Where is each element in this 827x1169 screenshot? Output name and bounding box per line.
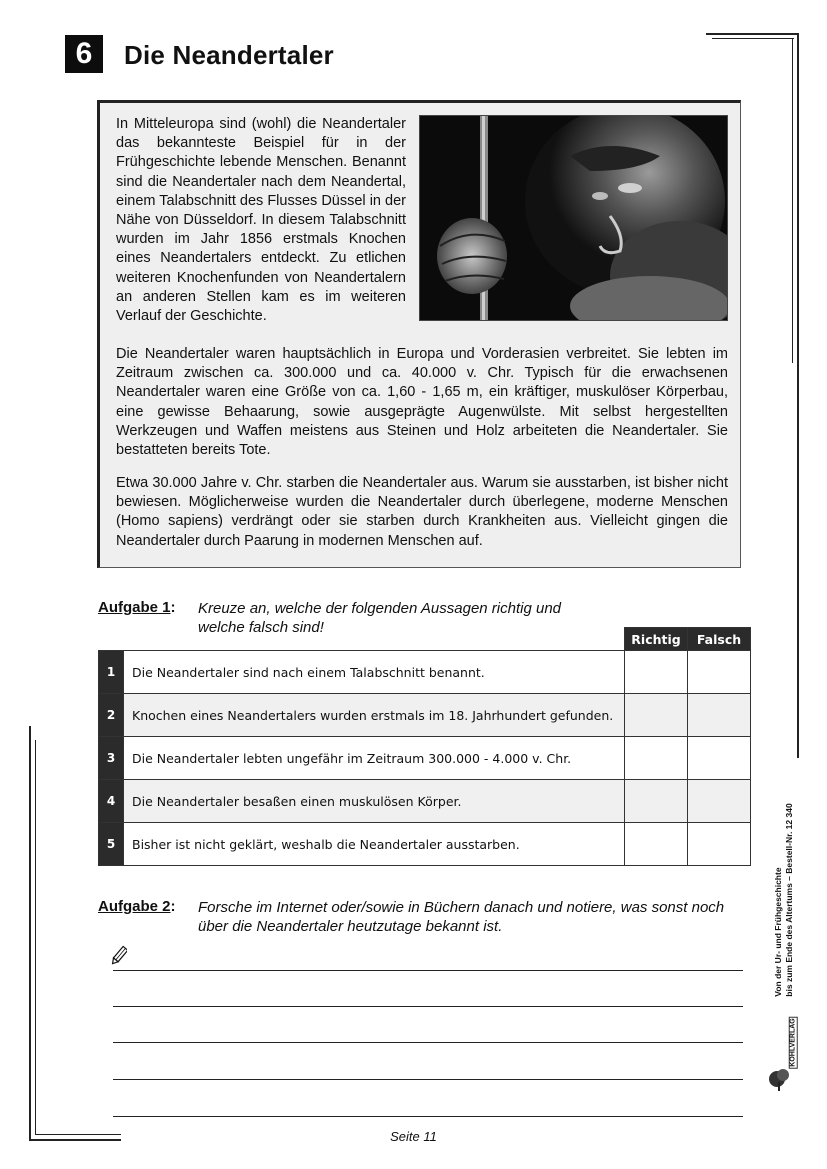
statement-text: Knochen eines Neandertalers wurden erstmals im 18. Jahrhundert gefunden. [124,694,625,737]
publisher-logo [767,1066,793,1092]
frame-line [706,33,798,35]
table-row [99,694,751,737]
frame-line [712,38,794,39]
table-row [99,780,751,823]
checkbox-richtig[interactable] [625,780,688,823]
row-number: 1 [99,651,124,694]
task2-colon: : [170,898,176,915]
answer-line[interactable] [113,970,743,971]
frame-line [35,740,36,1135]
answer-line[interactable] [113,1116,743,1117]
row-number: 2 [99,694,124,737]
checkbox-richtig[interactable] [625,651,688,694]
frame-line [792,38,793,363]
pencil-icon [111,945,127,967]
chapter-number: 6 [65,35,103,73]
statement-text: Die Neandertaler lebten ungefähr im Zeitraum 300.000 - 4.000 v. Chr. [124,737,625,780]
row-number: 4 [99,780,124,823]
checkbox-falsch[interactable] [688,823,751,866]
frame-line [29,726,31,1140]
checkbox-richtig[interactable] [625,823,688,866]
intro-paragraph-3: Etwa 30.000 Jahre v. Chr. starben die Neandertaler aus. Warum sie ausstarben, ist bisher nicht bewiesen. Möglicherweise wurden die Neandertaler durch überlegene, moderne Menschen (Homo sapiens) verdrängt oder sie starben durch Krankheiten aus. Vielleicht gingen die Neandertaler durch Paarung in modernen Menschen auf. [116,475,728,549]
checkbox-falsch[interactable] [688,737,751,780]
statement-text: Bisher ist nicht geklärt, weshalb die Neandertaler ausstarben. [124,823,625,866]
answer-line[interactable] [113,1042,743,1043]
intro-paragraph-2: Die Neandertaler waren hauptsächlich in Europa und Vorderasien verbreitet. Sie lebten im Zeitraum zwischen ca. 300.000 und ca. 40.000 v. Chr. Typisch für die erwachsenen Neandertaler waren eine Größe von ca. 1,60 - 1,65 m, ein kräftiger, muskulöser Körperbau, eine gewisse Behaarung, sowie ausgeprägte Augenwülste. Mit selbst hergestellten Werkzeugen und Waffen meistens aus Steinen und Holz arbeiteten die Neandertaler. Sie bestatteten bereits Tote. [116,346,728,459]
sidebar-line-1: Von der Ur- und Frühgeschichte [773,867,783,997]
task2-label: Aufgabe 2 [98,898,171,915]
statement-text: Die Neandertaler sind nach einem Talabschnitt benannt. [124,651,625,694]
task1-heading [98,599,176,617]
checkbox-richtig[interactable] [625,694,688,737]
sidebar-line-2: bis zum Ende des Altertums – Bestell-Nr. 12 340 [784,803,794,997]
table-row [99,737,751,780]
page-number: Seite 11 [390,1129,437,1144]
answer-line[interactable] [113,1079,743,1080]
column-header-falsch: Falsch [688,628,751,651]
row-number: 3 [99,737,124,780]
checkbox-richtig[interactable] [625,737,688,780]
sidebar-credit [766,780,802,1020]
statement-text: Die Neandertaler besaßen einen muskulösen Körper. [124,780,625,823]
row-number: 5 [99,823,124,866]
answer-line[interactable] [113,1006,743,1007]
task2-instruction: Forsche im Internet oder/sowie in Büchern danach und notiere, was sonst noch über die Neandertaler heutzutage bekannt ist. [198,899,725,935]
intro-paragraph-1: In Mitteleuropa sind (wohl) die Neandertaler das bekannteste Beispiel für in der Frühgeschichte lebende Menschen. Benannt sind die Neandertaler nach dem Neandertal, einem Talabschnitt des Flusses Düssel in der Nähe von Düsseldorf. In diesem Talabschnitt wurden im Jahr 1856 erstmals Knochen eines Neandertalers entdeckt. Zu etlichen weiteren Knochenfunden von Neandertalern an anderen Stellen kam es im weiteren Verlauf der Geschichte. [116,116,406,325]
column-header-richtig: Richtig [625,628,688,651]
task2-heading [98,898,176,916]
task1-colon: : [170,599,176,616]
table-header-spacer [99,628,625,651]
task1-label: Aufgabe 1 [98,599,171,616]
neanderthal-photo-graphic [420,116,728,321]
task1-instruction: Kreuze an, welche der folgenden Aussagen richtig und welche falsch sind! [198,600,562,636]
neanderthal-photo [419,115,728,321]
checkbox-falsch[interactable] [688,651,751,694]
table-row [99,823,751,866]
frame-line [797,33,799,758]
task1-table [98,627,751,866]
checkbox-falsch[interactable] [688,780,751,823]
checkbox-falsch[interactable] [688,694,751,737]
page-title: Die Neandertaler [124,40,334,70]
table-row [99,651,751,694]
publisher-name: KOHLVERLAG [789,1017,797,1067]
